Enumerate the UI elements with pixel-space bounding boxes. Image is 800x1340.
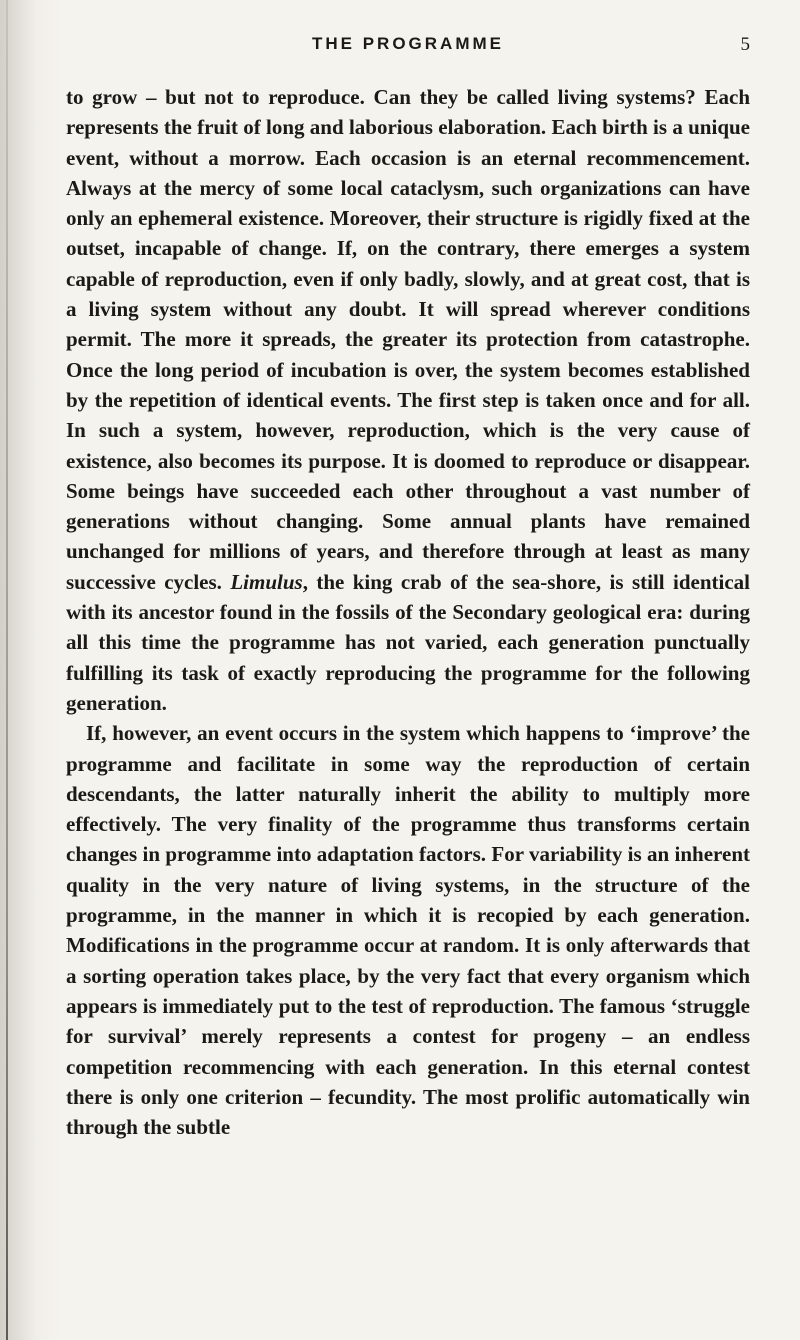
page-binding-edge <box>6 0 8 1340</box>
body-text <box>66 82 750 1142</box>
running-title: THE PROGRAMME <box>312 34 504 53</box>
paragraph-1-text-b: , the king crab of the sea-shore, is still identical with its ancestor found in the fossils of the Secondary geological era: during all this time the programme has not varied, each generation punctually fulfilling its task of exactly reproducing the programme for the following generation. <box>66 569 750 715</box>
running-head <box>66 34 750 58</box>
page-number: 5 <box>740 34 750 55</box>
page-gutter-shadow <box>0 0 60 1340</box>
paragraph-1 <box>66 82 750 718</box>
paragraph-2: If, however, an event occurs in the system which happens to ‘improve’ the programme and facilitate in some way the reproduction of certain descendants, the latter naturally inherit the ability to multiply more effectively. The very finality of the programme thus transforms certain changes in programme into adaptation factors. For variability is an inherent quality in the very nature of living systems, in the structure of the programme, in the manner in which it is recopied by each generation. Modifications in the programme occur at random. It is only afterwards that a sorting operation takes place, by the very fact that every organism which appears is immediately put to the test of reproduction. The famous ‘struggle for survival’ merely represents a contest for progeny – an endless competition recommencing with each generation. In this eternal contest there is only one criterion – fecundity. The most prolific automatically win through the subtle <box>66 721 750 1140</box>
italic-term-limulus: Limulus <box>230 569 303 594</box>
paragraph-1-text-a: to grow – but not to reproduce. Can they be called living systems? Each represents the fruit of long and laborious elaboration. Each birth is a unique event, without a morrow. Each occasion is an eternal recommencement. Always at the mercy of some local cataclysm, such organizations can have only an ephemeral existence. Moreover, their structure is rigidly fixed at the outset, incapable of change. If, on the contrary, there emerges a system capable of reproduction, even if only badly, slowly, and at great cost, that is a living system without any doubt. It will spread wherever conditions permit. The more it spreads, the greater its protection from catastrophe. Once the long period of incubation is over, the system becomes established by the repetition of identical events. The first step is taken once and for all. In such a system, however, reproduction, which is the very cause of existence, also becomes its purpose. It is doomed to reproduce or disappear. Some beings have succeeded each other throughout a vast number of generations without changing. Some annual plants have remained unchanged for millions of years, and therefore through at least as many successive cycles. <box>66 85 750 594</box>
